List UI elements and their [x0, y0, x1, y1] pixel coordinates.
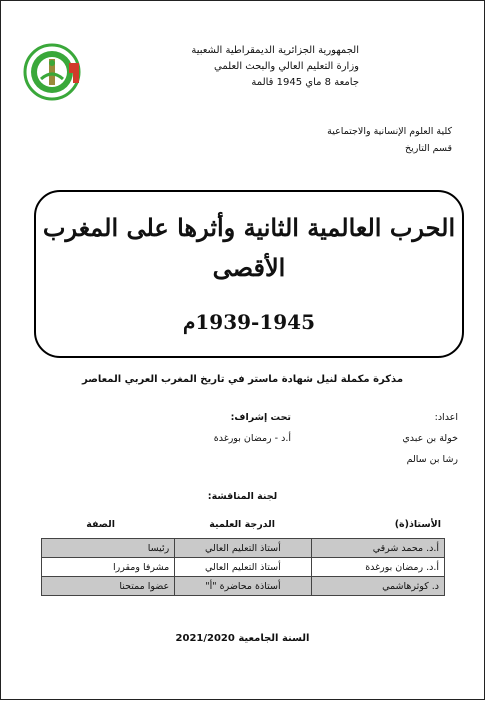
professor-cell: د. كوثرهاشمي	[311, 577, 444, 596]
memo-description: مذكرة مكملة لنيل شهادة ماستر في تاريخ المغرب العربي المعاصر	[81, 374, 404, 385]
student-name: خولة بن عبدي	[402, 433, 458, 444]
university-logo	[23, 43, 81, 101]
preparation-block	[338, 407, 458, 470]
committee-label: لجنة المناقشة:	[207, 491, 278, 502]
supervisor-name: أ.د - رمضان بورغدة	[213, 433, 291, 444]
university-line: جامعة 8 ماي 1945 قالمة	[251, 77, 359, 88]
student-name: رشا بن سالم	[406, 454, 458, 465]
thesis-title-line2: الأقصى	[212, 253, 286, 282]
rank-cell: أستاذة محاضرة "أ"	[175, 577, 311, 596]
column-header-rank: الدرجة العلمية	[209, 519, 275, 530]
academic-year: السنة الجامعية 2021/2020	[175, 633, 310, 644]
column-header-professor: الأستاذ(ة)	[394, 519, 441, 530]
faculty-name: كلية العلوم الإنسانية والاجتماعية	[327, 126, 452, 137]
ministry-line: وزارة التعليم العالي والبحث العلمي	[214, 61, 359, 72]
professor-cell: أ.د. رمضان بورغدة	[311, 558, 444, 577]
professor-cell: أ.د. محمد شرقي	[311, 539, 444, 558]
column-header-role: الصفة	[86, 519, 115, 530]
thesis-title-box	[34, 190, 464, 358]
committee-table	[41, 538, 445, 596]
rank-cell: أستاذ التعليم العالي	[175, 558, 311, 577]
supervision-block	[141, 407, 291, 449]
department-name: قسم التاريخ	[404, 143, 452, 154]
role-cell: رئيسا	[42, 539, 175, 558]
rank-cell: أستاذ التعليم العالي	[175, 539, 311, 558]
role-cell: عضوا ممتحنا	[42, 577, 175, 596]
thesis-years: 1939-1945م	[182, 310, 316, 334]
table-row	[42, 558, 445, 577]
thesis-title	[36, 208, 462, 288]
preparation-label: اعداد:	[434, 412, 458, 423]
committee-column-headers	[41, 519, 445, 533]
role-cell: مشرفا ومقررا	[42, 558, 175, 577]
ministry-header	[119, 43, 359, 91]
faculty-block	[192, 123, 452, 157]
republic-line: الجمهورية الجزائرية الديمقراطية الشعبية	[191, 45, 359, 56]
table-row	[42, 577, 445, 596]
supervision-label: تحت إشراف:	[230, 412, 291, 423]
thesis-title-line1: الحرب العالمية الثانية وأثرها على المغرب	[42, 213, 456, 242]
table-row	[42, 539, 445, 558]
